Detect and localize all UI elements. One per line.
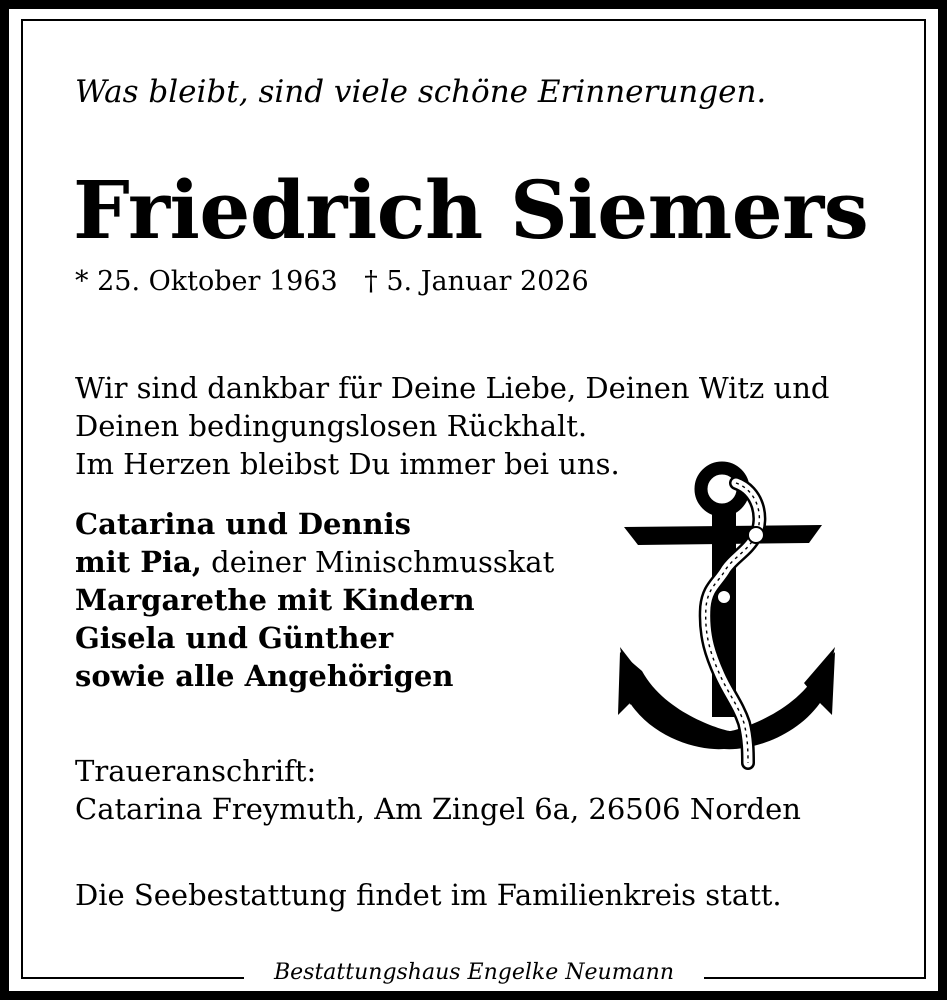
deceased-name: Friedrich Siemers: [73, 163, 869, 257]
birth-date: * 25. Oktober 1963: [75, 266, 338, 297]
mourner-line: sowie alle Angehörigen: [75, 659, 454, 693]
message-line: Wir sind dankbar für Deine Liebe, Deinen Witz und: [75, 371, 830, 405]
message-line: Im Herzen bleibst Du immer bei uns.: [75, 447, 620, 481]
death-date: † 5. Januar 2026: [364, 266, 589, 297]
address-label: Traueranschrift:: [75, 754, 317, 788]
mourner-note: deiner Minischmusskat: [201, 545, 555, 579]
funeral-home: Bestattungshaus Engelke Neumann: [244, 957, 704, 989]
mourner-line: Catarina und Dennis: [75, 507, 411, 541]
mourner-line: Margarethe mit Kindern: [75, 583, 475, 617]
mourner-name: mit Pia,: [75, 545, 202, 579]
message-line: Deinen bedingungslosen Rückhalt.: [75, 409, 588, 443]
mourner-line: [75, 543, 554, 581]
burial-note: Die Seebestattung findet im Familienkreis statt.: [75, 878, 782, 912]
address-value: Catarina Freymuth, Am Zingel 6a, 26506 Norden: [75, 792, 801, 826]
mourner-line: Gisela und Günther: [75, 621, 394, 655]
motto: Was bleibt, sind viele schöne Erinnerungen.: [75, 74, 767, 110]
mourners-list: [75, 505, 554, 695]
life-dates: [75, 266, 607, 297]
anchor-with-rope-icon: [608, 447, 848, 777]
